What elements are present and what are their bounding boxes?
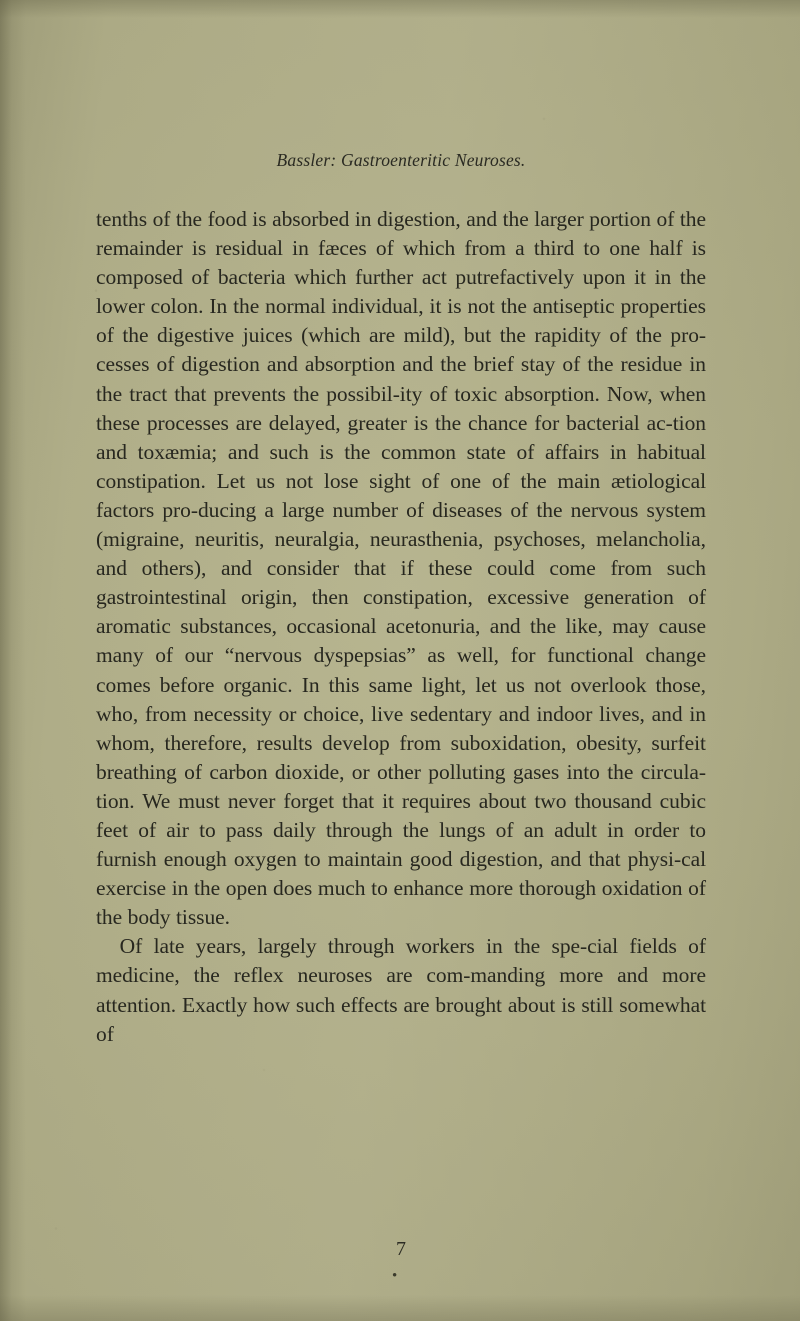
page-number: 7 (396, 1238, 406, 1260)
paragraph-2-text: Of late years, largely through workers in the spe-cial fields of medicine, the reflex neuroses are com-manding more and more attention. Exactly how such effects are brought about is still somewhat of (96, 934, 706, 1046)
page-top-shadow (0, 0, 800, 18)
running-head: Bassler: Gastroenteritic Neuroses. (276, 150, 526, 170)
paragraph-2 (96, 932, 706, 1048)
footer-mark: • (392, 1268, 398, 1284)
body-text (96, 205, 706, 1049)
page-bottom-shadow (0, 1295, 800, 1321)
text-column (96, 150, 706, 1260)
paragraph-1: tenths of the food is absorbed in digestion, and the larger portion of the remainder is residual in fæces of which from a third to one half is composed of bacteria which further act putrefactively upon it in the lower colon. In the normal individual, it is not the antiseptic properties of the digestive juices (which are mild), but the rapidity of the pro-cesses of digestion and absorption and the brief stay of the residue in the tract that prevents the possibil-ity of toxic absorption. Now, when these processes are delayed, greater is the chance for bacterial ac-tion and toxæmia; and such is the common state of affairs in habitual constipation. Let us not lose sight of one of the main ætiological factors pro-ducing a large number of diseases of the nervous system (migraine, neuritis, neuralgia, neurasthenia, psychoses, melancholia, and others), and consider that if these could come from such gastrointestinal origin, then constipation, excessive generation of aromatic substances, occasional acetonuria, and the like, may cause many of our “nervous dyspepsias” as well, for functional change comes before organic. In this same light, let us not overlook those, who, from necessity or choice, live sedentary and indoor lives, and in whom, therefore, results develop from suboxidation, obesity, surfeit breathing of carbon dioxide, or other polluting gases into the circula-tion. We must never forget that it requires about two thousand cubic feet of air to pass daily through the lungs of an adult in order to furnish enough oxygen to maintain good digestion, and that physi-cal exercise in the open does much to enhance more thorough oxidation of the body tissue. (96, 207, 706, 930)
page-left-shadow (0, 0, 26, 1321)
